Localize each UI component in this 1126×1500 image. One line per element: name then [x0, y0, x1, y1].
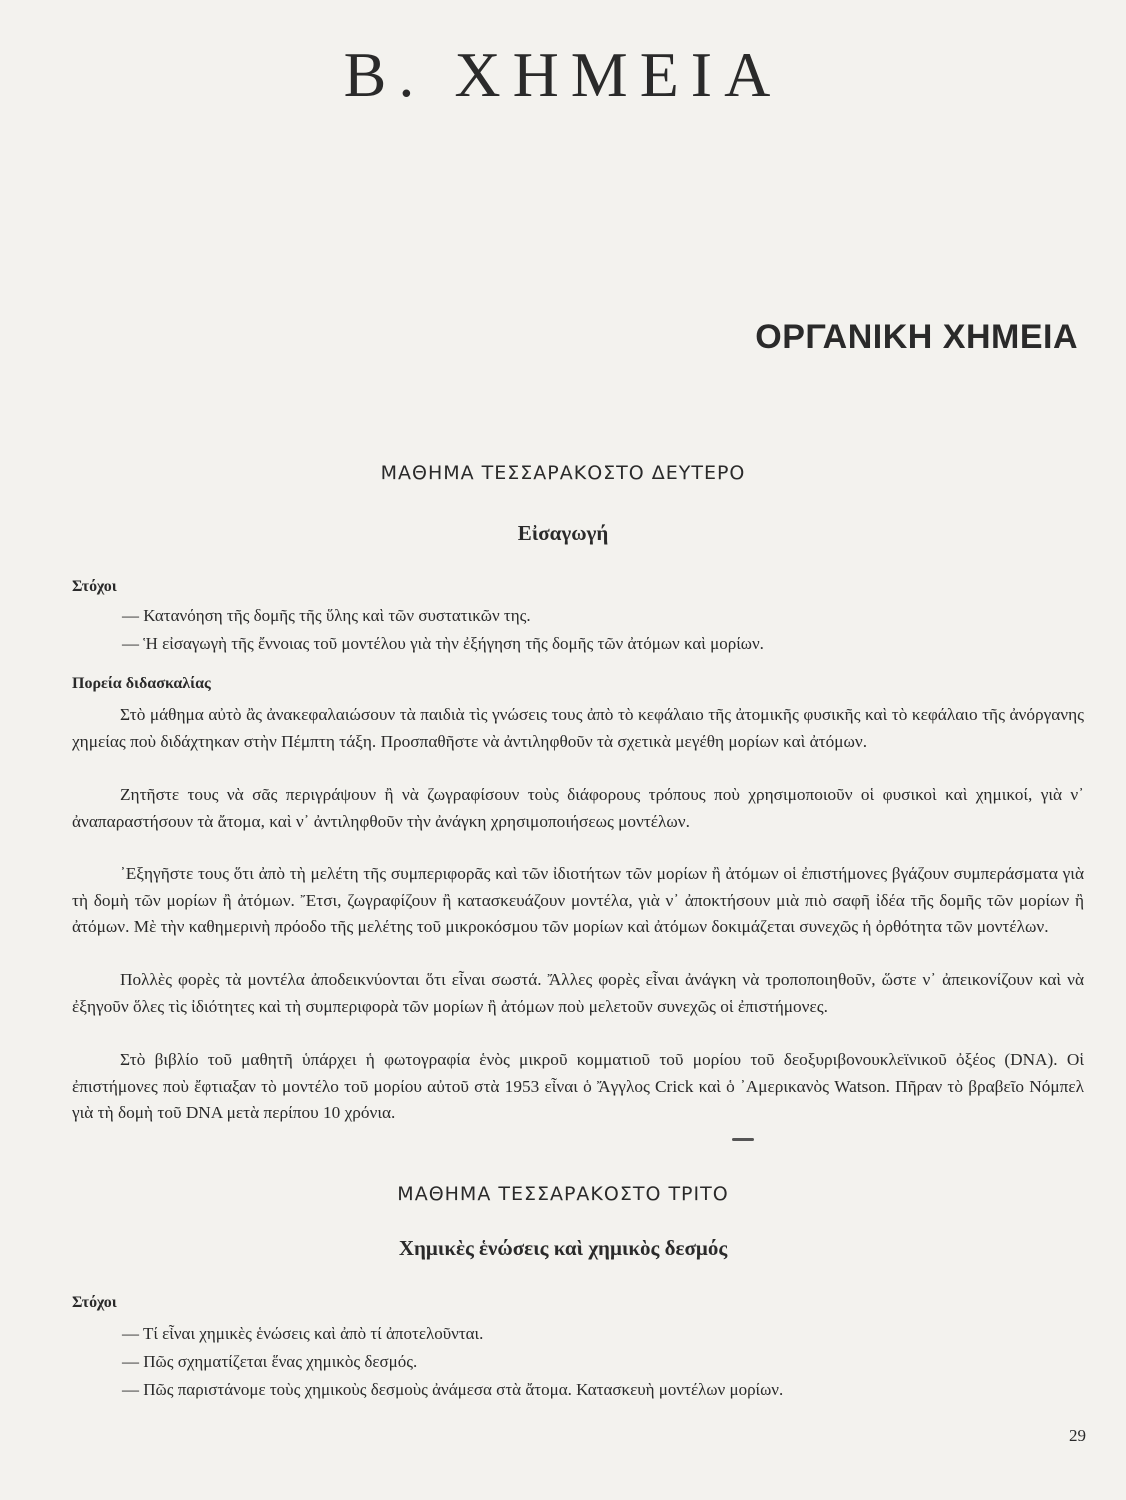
- part-title: Β. ΧΗΜΕΙΑ: [343, 39, 783, 110]
- lesson-42-goals-label: Στόχοι: [72, 578, 117, 595]
- lesson-42-goal-1: — Κατανόηση τῆς δομῆς τῆς ὕλης καὶ τῶν συστατικῶν της.: [122, 606, 531, 625]
- lesson-42-goal-2: — Ἡ εἰσαγωγὴ τῆς ἔννοιας τοῦ μοντέλου γιὰ τὴν ἐξήγηση τῆς δομῆς τῶν ἀτόμων καὶ μορίων.: [122, 634, 764, 653]
- lesson-43-title: ΜΑΘΗΜΑ ΤΕΣΣΑΡΑΚΟΣΤΟ ΤΡΙΤΟ: [397, 1183, 729, 1205]
- page-number: 29: [1069, 1426, 1086, 1445]
- lesson-43-goal-1: — Τί εἶναι χημικὲς ἑνώσεις καὶ ἀπὸ τί ἀποτελοῦνται.: [122, 1324, 484, 1343]
- lesson-42-method-label: Πορεία διδασκαλίας: [72, 675, 211, 692]
- lesson-42-paragraph-2: Ζητῆστε τους νὰ σᾶς περιγράψουν ἢ νὰ ζωγραφίσουν τοὺς διάφορους τρόπους ποὺ χρησιμοποιοῦν οἱ φυσικοὶ καὶ χημικοί, γιὰ ν᾽ ἀναπαραστήσουν τὰ ἄτομα, καὶ ν᾽ ἀντιληφθοῦν τὴν ἀνάγκη χρησιμοποιήσεως μοντέλων.: [72, 785, 1084, 831]
- lesson-43-goal-2: — Πῶς σχηματίζεται ἕνας χημικὸς δεσμός.: [122, 1352, 418, 1371]
- lesson-42-paragraph-1: Στὸ μάθημα αὐτὸ ἂς ἀνακεφαλαιώσουν τὰ παιδιὰ τὶς γνώσεις τους ἀπὸ τὸ κεφάλαιο τῆς ἀτομικῆς φυσικῆς καὶ τὸ κεφάλαιο τῆς ἀνόργανης χημείας ποὺ διδάχτηκαν στὴν Πέμπτη τάξη. Προσπαθῆστε νὰ ἀντιληφθοῦν τὰ σχετικὰ μεγέθη μορίων καὶ ἀτόμων.: [72, 705, 1084, 751]
- section-divider: [732, 1138, 754, 1141]
- lesson-43-goals-label: Στόχοι: [72, 1294, 117, 1311]
- lesson-42-subtitle: Εἰσαγωγή: [517, 521, 609, 545]
- lesson-42-paragraph-3: ᾽Εξηγῆστε τους ὅτι ἀπὸ τὴ μελέτη τῆς συμπεριφορᾶς καὶ τῶν ἰδιοτήτων τῶν μορίων ἢ ἀτόμων οἱ ἐπιστήμονες βγάζουν συμπεράσματα γιὰ τὴ δομὴ τῶν μορίων ἢ ἀτόμων. Ἔτσι, ζωγραφίζουν ἢ κατασκευάζουν μοντέλα, γιὰ ν᾽ ἀποκτήσουν μιὰ πιὸ σαφῆ ἰδέα τῆς δομῆς τῶν μορίων ἢ ἀτόμων. Μὲ τὴν καθημερινὴ πρόοδο τῆς μελέτης τοῦ μικροκόσμου τῶν μορίων καὶ ἀτόμων δοκιμάζεται συνεχῶς ἡ ὀρθότητα τῶν μοντέλων.: [72, 864, 1084, 936]
- lesson-43-goal-3: — Πῶς παριστάνομε τοὺς χημικοὺς δεσμοὺς ἀνάμεσα στὰ ἄτομα. Κατασκευὴ μοντέλων μορίων.: [122, 1380, 784, 1399]
- lesson-43-subtitle: Χημικὲς ἑνώσεις καὶ χημικὸς δεσμός: [398, 1236, 728, 1260]
- section-title: ΟΡΓΑΝΙΚΗ ΧΗΜΕΙΑ: [755, 318, 1078, 356]
- lesson-42-paragraph-4: Πολλὲς φορὲς τὰ μοντέλα ἀποδεικνύονται ὅτι εἶναι σωστά. Ἄλλες φορὲς εἶναι ἀνάγκη νὰ τροποποιηθοῦν, ὥστε ν᾽ ἀπεικονίζουν καὶ νὰ ἐξηγοῦν ὅλες τὶς ἰδιότητες καὶ τὴ συμπεριφορὰ τῶν μορίων ἢ ἀτόμων ποὺ μελετοῦν συνεχῶς οἱ ἐπιστήμονες.: [72, 970, 1084, 1016]
- lesson-42-title: ΜΑΘΗΜΑ ΤΕΣΣΑΡΑΚΟΣΤΟ ΔΕΥΤΕΡΟ: [380, 462, 746, 484]
- lesson-42-paragraph-5: Στὸ βιβλίο τοῦ μαθητῆ ὑπάρχει ἡ φωτογραφία ἑνὸς μικροῦ κομματιοῦ τοῦ μορίου τοῦ δεοξυριβονουκλεϊνικοῦ ὀξέος (DNA). Οἱ ἐπιστήμονες ποὺ ἔφτιαξαν τὸ μοντέλο τοῦ μορίου αὐτοῦ στὰ 1953 εἶναι ὁ Ἄγγλος Crick καὶ ὁ ᾽Αμερικανὸς Watson. Πῆραν τὸ βραβεῖο Νόμπελ γιὰ τὴ δομὴ τοῦ DNA μετὰ περίπου 10 χρόνια.: [72, 1050, 1084, 1122]
